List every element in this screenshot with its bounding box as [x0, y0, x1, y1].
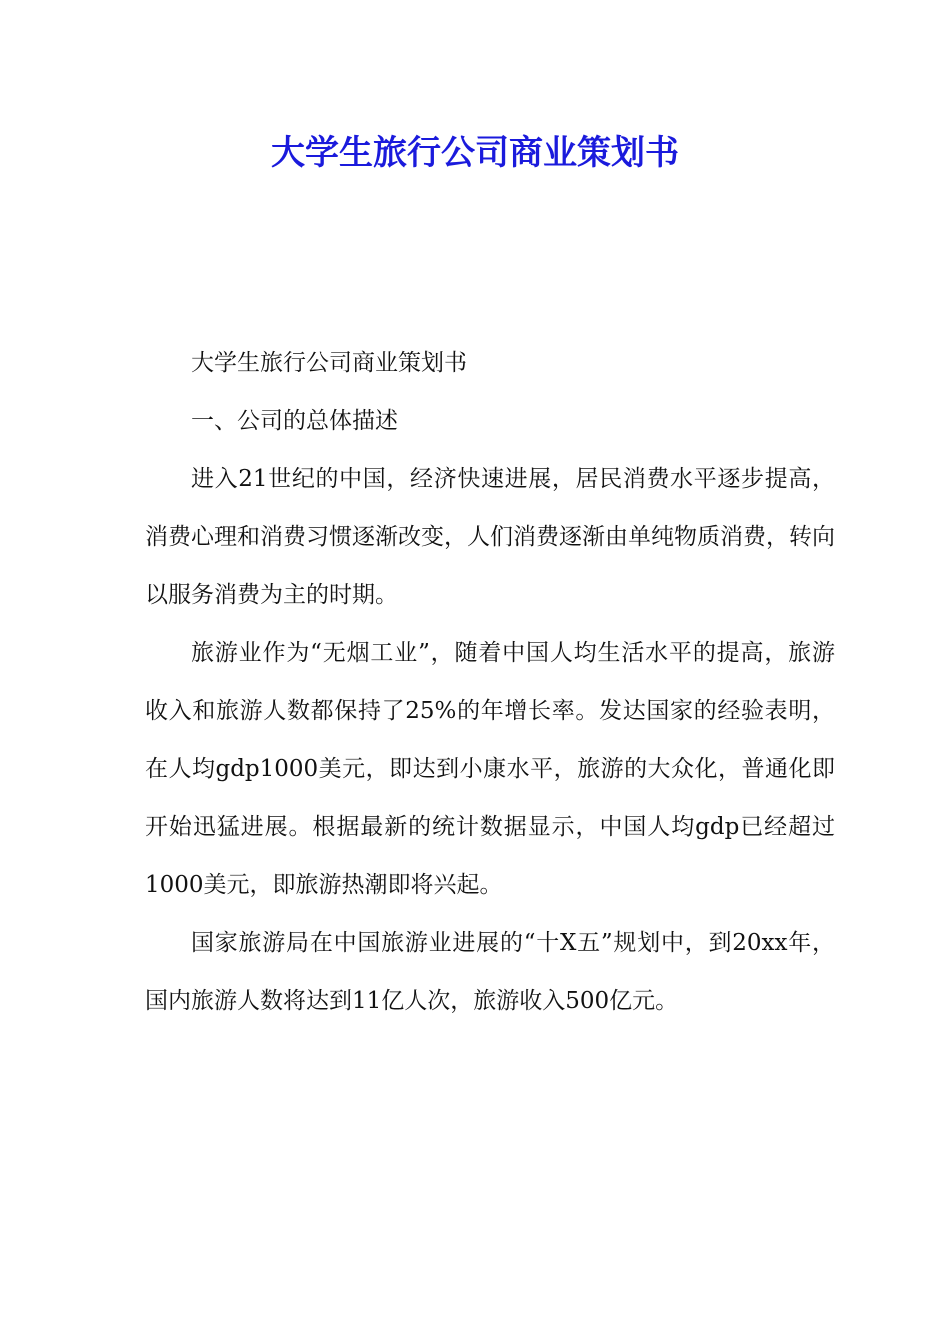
document-body — [145, 334, 835, 1030]
paragraph-2: 旅游业作为“无烟工业”，随着中国人均生活水平的提高，旅游收入和旅游人数都保持了25%的年增长率。发达国家的经验表明，在人均gdp1000美元，即达到小康水平，旅游的大众化，普通化即开始迅猛进展。根据最新的统计数据显示，中国人均gdp已经超过1000美元，即旅游热潮即将兴起。 — [145, 640, 835, 898]
document-title: 大学生旅行公司商业策划书 — [271, 133, 679, 173]
paragraph-3: 国家旅游局在中国旅游业进展的“十X五”规划中，到20xx年，国内旅游人数将达到11亿人次，旅游收入500亿元。 — [145, 930, 835, 1014]
paragraph-1: 进入21世纪的中国，经济快速进展，居民消费水平逐步提高，消费心理和消费习惯逐渐改变，人们消费逐渐由单纯物质消费，转向以服务消费为主的时期。 — [145, 466, 835, 608]
paragraph-section-heading: 一、公司的总体描述 — [191, 408, 398, 434]
paragraph-subtitle: 大学生旅行公司商业策划书 — [191, 350, 467, 376]
